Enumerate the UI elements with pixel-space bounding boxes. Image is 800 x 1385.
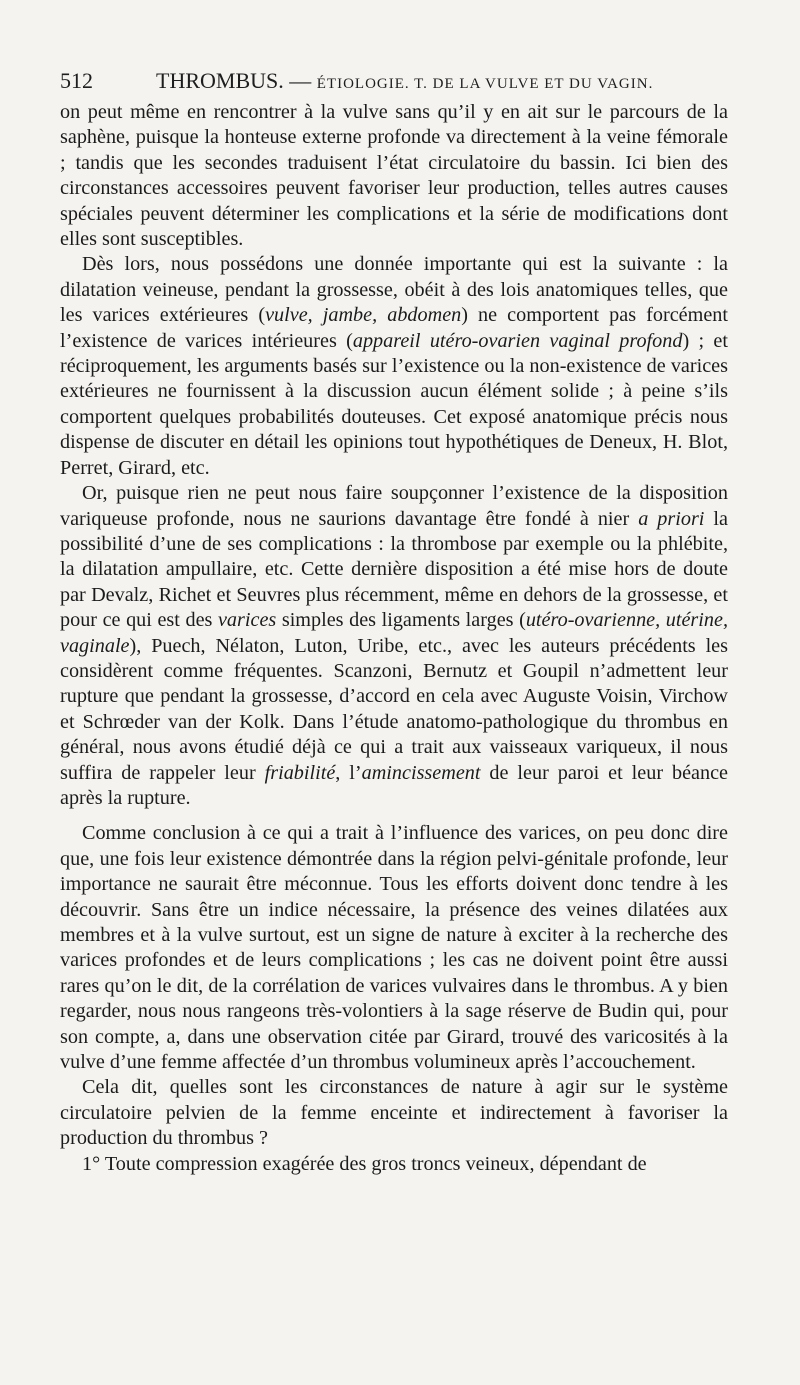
paragraph-3-text-f: de leur paroi et leur béance après la rupture. (60, 761, 729, 809)
paragraph-3-italic-1: a priori (638, 507, 705, 530)
running-title-main: THROMBUS. (156, 68, 284, 93)
paragraph-3 (60, 481, 728, 811)
body-text (60, 100, 728, 1177)
paragraph-5: Cela dit, quelles sont les circonstances de nature à agir sur le système circulatoire pelvien de la femme enceinte et indirectement à favoriser la production du thrombus ? (60, 1076, 728, 1150)
page-number: 512 (60, 68, 93, 93)
paragraph-3-text-b: la possibilité d’une de ses complications : la thrombose par exemple ou la phlébite, la dilatation ampullaire, etc. Cette dernière disposition a été mise hors de doute par Devalz, Richet et Seuvres plus récemment, même en dehors de la grossesse, et pour ce qui est des (60, 507, 728, 632)
paragraph-2-italic-1: vulve, jambe, abdomen (265, 304, 462, 327)
paragraph-3-italic-3: utéro-ovarienne, utérine, vaginale (60, 609, 728, 657)
paragraph-3-text-a: Or, puisque rien ne peut nous faire soupçonner l’existence de la disposition variqueuse profonde, nous ne saurions davantage être fondé à nier (60, 482, 728, 530)
running-title-dash: — (283, 68, 317, 93)
paragraph-2-text-a: Dès lors, nous possédons une donnée importante qui est la suivante : la dilatation veineuse, pendant la grossesse, obéit à des lois anatomiques telles, que les varices extérieures ( (60, 253, 728, 327)
paragraph-2-text-b: ) ne comportent pas forcément l’existence de varices intérieures ( (60, 304, 728, 352)
paragraph-3-text-c: simples des ligaments larges ( (276, 609, 526, 632)
paragraph-1: on peut même en rencontrer à la vulve sans qu’il y en ait sur le parcours de la saphène, puisque la honteuse externe profonde va directement à la veine fémorale ; tandis que les secondes traduisent l’état circulatoire du bassin. Ici bien des circonstances accessoires peuvent favoriser leur production, telles autres causes spéciales peuvent déterminer les complications et la série de modifications dont elles sont susceptibles. (60, 101, 728, 251)
paragraph-3-text-d: ), Puech, Nélaton, Luton, Uribe, etc., avec les auteurs précédents les considèrent comme fréquentes. Scanzoni, Bernutz et Goupil n’admettent leur rupture que pendant la grossesse, d’accord en cela avec Auguste Voisin, Virchow et Schrœder van der Kolk. Dans l’étude anatomo-pathologique du thrombus en général, nous avons étudié déjà ce qui a trait aux vaisseaux variqueux, il nous suffira de rappeler leur (60, 634, 728, 784)
paragraph-2 (60, 252, 728, 481)
paragraph-3-text-e: , l’ (335, 761, 362, 784)
paragraph-3-italic-4: friabilité (264, 761, 336, 784)
paragraph-2-italic-2: appareil utéro-ovarien vaginal profond (352, 329, 683, 352)
running-title-subtitle: ÉTIOLOGIE. T. DE LA VULVE ET DU VAGIN. (316, 76, 654, 92)
running-header (60, 62, 730, 98)
paragraph-3-italic-5: amincissement (361, 761, 481, 784)
paragraph-2-text-c: ) ; et réciproquement, les arguments basés sur l’existence ou la non-existence de varices extérieures ne fournissent à la discussion aucun élément solide ; à peine s’ils comportent quelques probabilités douteuses. Cet exposé anatomique précis nous dispense de discuter en détail les opinions tout hypothétiques de Deneux, H. Blot, Perret, Girard, etc. (60, 329, 728, 479)
paragraph-6: 1° Toute compression exagérée des gros troncs veineux, dépendant de (82, 1152, 647, 1175)
running-title (156, 68, 653, 94)
paragraph-3-italic-2: varices (217, 609, 277, 632)
paragraph-4: Comme conclusion à ce qui a trait à l’influence des varices, on peu donc dire que, une fois leur existence démontrée dans la région pelvi-génitale profonde, leur importance ne saurait être méconnue. Tous les efforts doivent donc tendre à les découvrir. Sans être un indice nécessaire, la présence des veines dilatées aux membres et à la vulve surtout, est un signe de nature à exciter à la recherche des varices profondes et de leurs complications ; les cas ne doivent point être aussi rares qu’on le dit, de la corrélation de varices vulvaires dans le thrombus. A y bien regarder, nous nous rangeons très-volontiers à la sage réserve de Budin qui, pour son compte, a, dans une observation citée par Girard, trouvé des varicosités à la vulve d’une femme affectée d’un thrombus volumineux après l’accouchement. (60, 822, 728, 1074)
